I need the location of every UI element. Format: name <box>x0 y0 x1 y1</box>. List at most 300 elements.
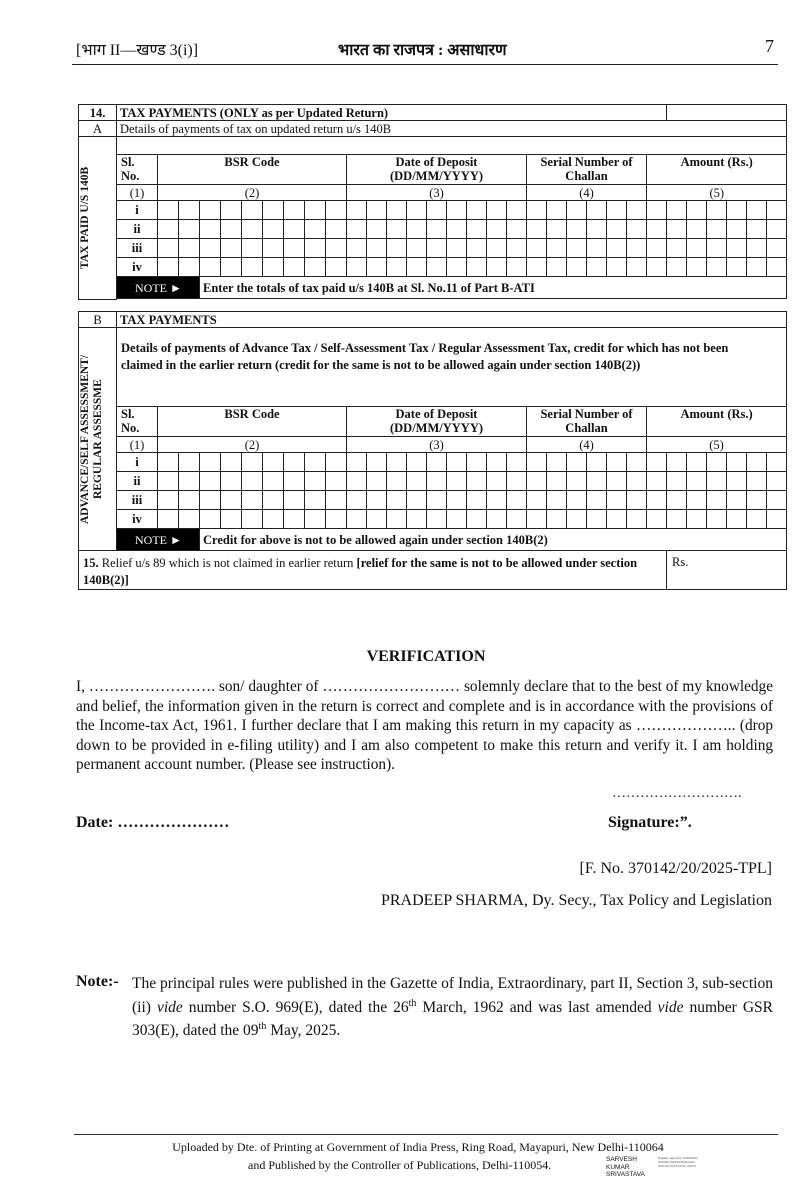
entry-box[interactable] <box>347 510 367 529</box>
entry-box[interactable] <box>242 258 263 277</box>
column-number-row <box>79 185 787 201</box>
column-header-serial-number-line-2: Challan <box>565 421 608 435</box>
entry-box[interactable] <box>367 510 387 529</box>
entry-box[interactable] <box>200 510 221 529</box>
entry-box[interactable] <box>747 472 767 491</box>
entry-box[interactable] <box>567 491 587 510</box>
entry-box[interactable] <box>407 491 427 510</box>
entry-box[interactable] <box>767 510 787 529</box>
row-label: ii <box>117 472 158 491</box>
entry-box[interactable] <box>547 258 567 277</box>
header-gazette-title: भारत का राजपत्र : असाधारण <box>338 42 507 59</box>
entry-box[interactable] <box>727 220 747 239</box>
entry-box[interactable] <box>158 258 179 277</box>
section-15-bold-text: [relief for the same is not to be allowed under section 140B(2)] <box>83 556 638 587</box>
entry-box[interactable] <box>587 201 607 220</box>
entry-box[interactable] <box>767 472 787 491</box>
entry-box[interactable] <box>667 220 687 239</box>
section-b-note-label: NOTE ► <box>117 529 200 551</box>
entry-box[interactable] <box>447 491 467 510</box>
entry-box[interactable] <box>242 491 263 510</box>
section-b-note-text: Credit for above is not to be allowed again under section 140B(2) <box>200 529 787 551</box>
entry-box[interactable] <box>627 491 647 510</box>
table-row <box>79 201 787 220</box>
entry-box[interactable] <box>427 220 447 239</box>
entry-box[interactable] <box>547 220 567 239</box>
entry-box[interactable] <box>747 491 767 510</box>
section-15-rs: Rs. <box>667 551 787 590</box>
entry-box[interactable] <box>326 472 347 491</box>
column-header-date-of-deposit-line-2: (DD/MM/YYYY) <box>389 169 484 183</box>
entry-box[interactable] <box>767 201 787 220</box>
entry-box[interactable] <box>387 239 407 258</box>
note-text-1: The principal rules were published in the Gazette of India, Extraordinary, part II, Section 3, sub-section (ii) <box>132 975 773 1016</box>
entry-box[interactable] <box>447 510 467 529</box>
section-14-note-label: NOTE ► <box>117 277 200 299</box>
stamp-name-line-2: SRIVASTAVA <box>606 1171 645 1178</box>
entry-box[interactable] <box>263 453 284 472</box>
entry-box[interactable] <box>667 258 687 277</box>
entry-box[interactable] <box>326 510 347 529</box>
entry-box[interactable] <box>284 220 305 239</box>
entry-box[interactable] <box>284 472 305 491</box>
entry-box[interactable] <box>158 472 179 491</box>
entry-box[interactable] <box>221 239 242 258</box>
entry-box[interactable] <box>707 491 727 510</box>
entry-box[interactable] <box>507 258 527 277</box>
entry-box[interactable] <box>179 239 200 258</box>
entry-box[interactable] <box>487 258 507 277</box>
entry-box[interactable] <box>687 472 707 491</box>
entry-box[interactable] <box>158 239 179 258</box>
column-number-3: (3) <box>347 437 527 453</box>
entry-box[interactable] <box>747 258 767 277</box>
entry-box[interactable] <box>467 453 487 472</box>
section-14-table <box>78 104 787 300</box>
note-vide-1: vide <box>156 998 183 1016</box>
entry-box[interactable] <box>527 201 547 220</box>
column-number-1: (1) <box>117 185 158 201</box>
column-header-sl-no <box>117 155 158 185</box>
section-b-label: B <box>79 312 117 328</box>
entry-box[interactable] <box>507 201 527 220</box>
entry-box[interactable] <box>387 472 407 491</box>
column-header-date-of-deposit-line-1: Date of Deposit <box>395 407 478 421</box>
note-text-4: number GSR 303(E), dated the 09 <box>132 998 773 1039</box>
entry-box[interactable] <box>687 201 707 220</box>
entry-box[interactable] <box>158 491 179 510</box>
entry-box[interactable] <box>158 453 179 472</box>
column-header-sl-no-line-2: No. <box>121 169 140 183</box>
entry-box[interactable] <box>179 491 200 510</box>
entry-box[interactable] <box>263 491 284 510</box>
column-number-5: (5) <box>647 185 787 201</box>
entry-box[interactable] <box>767 453 787 472</box>
entry-box[interactable] <box>326 201 347 220</box>
entry-box[interactable] <box>467 491 487 510</box>
entry-box[interactable] <box>447 453 467 472</box>
column-header-sl-no-line-2: No. <box>121 421 140 435</box>
entry-box[interactable] <box>200 258 221 277</box>
entry-box[interactable] <box>607 201 627 220</box>
entry-box[interactable] <box>647 472 667 491</box>
entry-box[interactable] <box>158 201 179 220</box>
entry-box[interactable] <box>767 258 787 277</box>
entry-box[interactable] <box>200 220 221 239</box>
entry-box[interactable] <box>727 453 747 472</box>
entry-box[interactable] <box>747 510 767 529</box>
entry-box[interactable] <box>221 258 242 277</box>
table-row <box>79 472 787 491</box>
entry-box[interactable] <box>727 491 747 510</box>
entry-box[interactable] <box>527 510 547 529</box>
entry-box[interactable] <box>263 239 284 258</box>
column-header-bsr-code-line-1: BSR Code <box>224 155 280 169</box>
entry-box[interactable] <box>305 472 326 491</box>
entry-box[interactable] <box>707 453 727 472</box>
entry-box[interactable] <box>767 239 787 258</box>
entry-box[interactable] <box>467 239 487 258</box>
entry-box[interactable] <box>567 239 587 258</box>
entry-box[interactable] <box>507 220 527 239</box>
note-text-3: March, 1962 and was last amended <box>422 998 652 1016</box>
entry-box[interactable] <box>305 201 326 220</box>
entry-box[interactable] <box>767 220 787 239</box>
entry-box[interactable] <box>727 239 747 258</box>
entry-box[interactable] <box>607 491 627 510</box>
column-header-serial-number-line-1: Serial Number of <box>540 407 633 421</box>
entry-box[interactable] <box>727 258 747 277</box>
entry-box[interactable] <box>407 472 427 491</box>
entry-box[interactable] <box>326 258 347 277</box>
entry-box[interactable] <box>284 453 305 472</box>
section-15-number: 15. <box>83 556 99 570</box>
entry-box[interactable] <box>367 258 387 277</box>
footer-line-1: Uploaded by Dte. of Printing at Government of India Press, Ring Road, Mayapuri, New Delhi-110064 <box>172 1140 664 1154</box>
entry-box[interactable] <box>707 510 727 529</box>
entry-box[interactable] <box>587 239 607 258</box>
entry-box[interactable] <box>387 220 407 239</box>
entry-box[interactable] <box>263 258 284 277</box>
entry-box[interactable] <box>527 258 547 277</box>
entry-box[interactable] <box>587 491 607 510</box>
entry-box[interactable] <box>647 220 667 239</box>
entry-box[interactable] <box>427 510 447 529</box>
entry-box[interactable] <box>587 453 607 472</box>
section-14-note-text: Enter the totals of tax paid u/s 140B at Sl. No.11 of Part B-ATI <box>200 277 787 299</box>
entry-box[interactable] <box>507 510 527 529</box>
entry-box[interactable] <box>179 510 200 529</box>
entry-box[interactable] <box>347 220 367 239</box>
entry-box[interactable] <box>326 239 347 258</box>
entry-box[interactable] <box>347 239 367 258</box>
entry-box[interactable] <box>627 220 647 239</box>
entry-box[interactable] <box>427 453 447 472</box>
entry-box[interactable] <box>487 239 507 258</box>
entry-box[interactable] <box>387 201 407 220</box>
entry-box[interactable] <box>179 472 200 491</box>
entry-box[interactable] <box>221 510 242 529</box>
entry-box[interactable] <box>567 510 587 529</box>
entry-box[interactable] <box>305 239 326 258</box>
entry-box[interactable] <box>507 239 527 258</box>
entry-box[interactable] <box>467 472 487 491</box>
entry-box[interactable] <box>687 510 707 529</box>
entry-box[interactable] <box>587 220 607 239</box>
entry-box[interactable] <box>747 453 767 472</box>
entry-box[interactable] <box>547 472 567 491</box>
entry-box[interactable] <box>647 510 667 529</box>
entry-box[interactable] <box>367 201 387 220</box>
entry-box[interactable] <box>263 510 284 529</box>
section-14-side-cell <box>79 137 117 300</box>
note-sup-1: th <box>408 997 417 1009</box>
column-header-bsr-code-line-1: BSR Code <box>224 407 280 421</box>
entry-box[interactable] <box>427 258 447 277</box>
table-row <box>79 510 787 529</box>
column-header-serial-number <box>527 407 647 437</box>
entry-box[interactable] <box>687 239 707 258</box>
entry-box[interactable] <box>487 491 507 510</box>
entry-box[interactable] <box>242 239 263 258</box>
entry-box[interactable] <box>567 201 587 220</box>
entry-box[interactable] <box>284 258 305 277</box>
entry-box[interactable] <box>347 472 367 491</box>
entry-box[interactable] <box>507 472 527 491</box>
entry-box[interactable] <box>527 472 547 491</box>
entry-box[interactable] <box>305 510 326 529</box>
entry-box[interactable] <box>242 510 263 529</box>
entry-box[interactable] <box>567 453 587 472</box>
entry-box[interactable] <box>305 453 326 472</box>
entry-box[interactable] <box>467 220 487 239</box>
entry-box[interactable] <box>587 258 607 277</box>
entry-box[interactable] <box>747 220 767 239</box>
row-label: i <box>117 453 158 472</box>
column-header-sl-no-line-1: Sl. <box>121 407 135 421</box>
entry-box[interactable] <box>607 220 627 239</box>
entry-box[interactable] <box>507 491 527 510</box>
entry-box[interactable] <box>607 453 627 472</box>
section-b-title: TAX PAYMENTS <box>117 312 787 328</box>
entry-box[interactable] <box>527 239 547 258</box>
entry-box[interactable] <box>179 258 200 277</box>
entry-box[interactable] <box>547 453 567 472</box>
table-row <box>79 220 787 239</box>
entry-box[interactable] <box>367 453 387 472</box>
entry-box[interactable] <box>647 239 667 258</box>
entry-box[interactable] <box>707 258 727 277</box>
entry-box[interactable] <box>407 201 427 220</box>
entry-box[interactable] <box>367 491 387 510</box>
entry-box[interactable] <box>242 472 263 491</box>
entry-box[interactable] <box>467 510 487 529</box>
entry-box[interactable] <box>305 258 326 277</box>
entry-box[interactable] <box>221 220 242 239</box>
entry-box[interactable] <box>527 491 547 510</box>
entry-box[interactable] <box>200 239 221 258</box>
entry-box[interactable] <box>707 472 727 491</box>
entry-box[interactable] <box>347 258 367 277</box>
entry-box[interactable] <box>527 220 547 239</box>
entry-box[interactable] <box>487 453 507 472</box>
entry-box[interactable] <box>221 472 242 491</box>
entry-box[interactable] <box>647 258 667 277</box>
entry-box[interactable] <box>547 491 567 510</box>
entry-box[interactable] <box>242 220 263 239</box>
entry-box[interactable] <box>407 220 427 239</box>
entry-box[interactable] <box>326 491 347 510</box>
entry-box[interactable] <box>487 472 507 491</box>
entry-box[interactable] <box>387 491 407 510</box>
entry-box[interactable] <box>347 491 367 510</box>
table-row <box>79 239 787 258</box>
entry-box[interactable] <box>158 510 179 529</box>
entry-box[interactable] <box>427 472 447 491</box>
entry-box[interactable] <box>547 201 567 220</box>
entry-box[interactable] <box>447 201 467 220</box>
entry-box[interactable] <box>547 510 567 529</box>
entry-box[interactable] <box>487 201 507 220</box>
entry-box[interactable] <box>221 491 242 510</box>
entry-box[interactable] <box>647 201 667 220</box>
column-number-2: (2) <box>158 185 347 201</box>
section-b-table <box>78 311 787 590</box>
entry-box[interactable] <box>427 239 447 258</box>
entry-box[interactable] <box>627 472 647 491</box>
entry-box[interactable] <box>200 472 221 491</box>
entry-box[interactable] <box>687 220 707 239</box>
entry-box[interactable] <box>326 453 347 472</box>
entry-box[interactable] <box>284 239 305 258</box>
entry-box[interactable] <box>305 220 326 239</box>
entry-box[interactable] <box>667 510 687 529</box>
entry-box[interactable] <box>387 453 407 472</box>
entry-box[interactable] <box>627 510 647 529</box>
page-number: 7 <box>765 36 774 56</box>
entry-box[interactable] <box>447 239 467 258</box>
entry-box[interactable] <box>747 201 767 220</box>
entry-box[interactable] <box>667 453 687 472</box>
section-15-cell <box>79 551 667 590</box>
entry-box[interactable] <box>667 201 687 220</box>
entry-box[interactable] <box>707 201 727 220</box>
entry-box[interactable] <box>263 201 284 220</box>
entry-box[interactable] <box>326 220 347 239</box>
entry-box[interactable] <box>707 239 727 258</box>
entry-box[interactable] <box>727 201 747 220</box>
entry-box[interactable] <box>567 472 587 491</box>
entry-box[interactable] <box>407 239 427 258</box>
section-14-spacer <box>117 137 787 155</box>
entry-box[interactable] <box>667 491 687 510</box>
entry-box[interactable] <box>367 220 387 239</box>
entry-box[interactable] <box>707 220 727 239</box>
entry-box[interactable] <box>200 491 221 510</box>
entry-box[interactable] <box>305 491 326 510</box>
entry-box[interactable] <box>627 258 647 277</box>
entry-box[interactable] <box>179 220 200 239</box>
entry-box[interactable] <box>347 201 367 220</box>
entry-box[interactable] <box>263 220 284 239</box>
entry-box[interactable] <box>567 220 587 239</box>
entry-box[interactable] <box>667 239 687 258</box>
entry-box[interactable] <box>387 258 407 277</box>
entry-box[interactable] <box>427 491 447 510</box>
entry-box[interactable] <box>263 472 284 491</box>
entry-box[interactable] <box>687 491 707 510</box>
entry-box[interactable] <box>367 239 387 258</box>
entry-box[interactable] <box>527 453 547 472</box>
section-14-a-label: A <box>79 121 117 137</box>
row-label: ii <box>117 220 158 239</box>
column-header-amount <box>647 407 787 437</box>
entry-box[interactable] <box>467 201 487 220</box>
entry-box[interactable] <box>242 201 263 220</box>
entry-box[interactable] <box>158 220 179 239</box>
entry-box[interactable] <box>284 510 305 529</box>
entry-box[interactable] <box>407 510 427 529</box>
entry-box[interactable] <box>487 220 507 239</box>
entry-box[interactable] <box>179 201 200 220</box>
entry-box[interactable] <box>447 258 467 277</box>
entry-box[interactable] <box>507 453 527 472</box>
entry-box[interactable] <box>587 472 607 491</box>
entry-box[interactable] <box>627 239 647 258</box>
section-14-number: 14. <box>79 105 117 121</box>
note-text-2: number S.O. 969(E), dated the 26 <box>188 998 409 1016</box>
entry-box[interactable] <box>547 239 567 258</box>
entry-box[interactable] <box>407 453 427 472</box>
entry-box[interactable] <box>767 491 787 510</box>
entry-box[interactable] <box>467 258 487 277</box>
entry-box[interactable] <box>687 453 707 472</box>
entry-box[interactable] <box>607 258 627 277</box>
entry-box[interactable] <box>221 201 242 220</box>
entry-box[interactable] <box>627 453 647 472</box>
entry-box[interactable] <box>607 239 627 258</box>
entry-box[interactable] <box>242 453 263 472</box>
entry-box[interactable] <box>607 510 627 529</box>
entry-box[interactable] <box>747 239 767 258</box>
entry-box[interactable] <box>200 201 221 220</box>
entry-box[interactable] <box>727 510 747 529</box>
entry-box[interactable] <box>447 472 467 491</box>
entry-box[interactable] <box>427 201 447 220</box>
entry-box[interactable] <box>347 453 367 472</box>
entry-box[interactable] <box>179 453 200 472</box>
entry-box[interactable] <box>407 258 427 277</box>
entry-box[interactable] <box>667 472 687 491</box>
entry-box[interactable] <box>367 472 387 491</box>
entry-box[interactable] <box>567 258 587 277</box>
entry-box[interactable] <box>607 472 627 491</box>
entry-box[interactable] <box>647 491 667 510</box>
entry-box[interactable] <box>647 453 667 472</box>
note-vide-2: vide <box>657 998 684 1016</box>
entry-box[interactable] <box>447 220 467 239</box>
entry-box[interactable] <box>727 472 747 491</box>
entry-box[interactable] <box>284 201 305 220</box>
entry-box[interactable] <box>387 510 407 529</box>
entry-box[interactable] <box>200 453 221 472</box>
entry-box[interactable] <box>221 453 242 472</box>
entry-box[interactable] <box>284 491 305 510</box>
entry-box[interactable] <box>627 201 647 220</box>
entry-box[interactable] <box>687 258 707 277</box>
entry-box[interactable] <box>587 510 607 529</box>
entry-box[interactable] <box>487 510 507 529</box>
